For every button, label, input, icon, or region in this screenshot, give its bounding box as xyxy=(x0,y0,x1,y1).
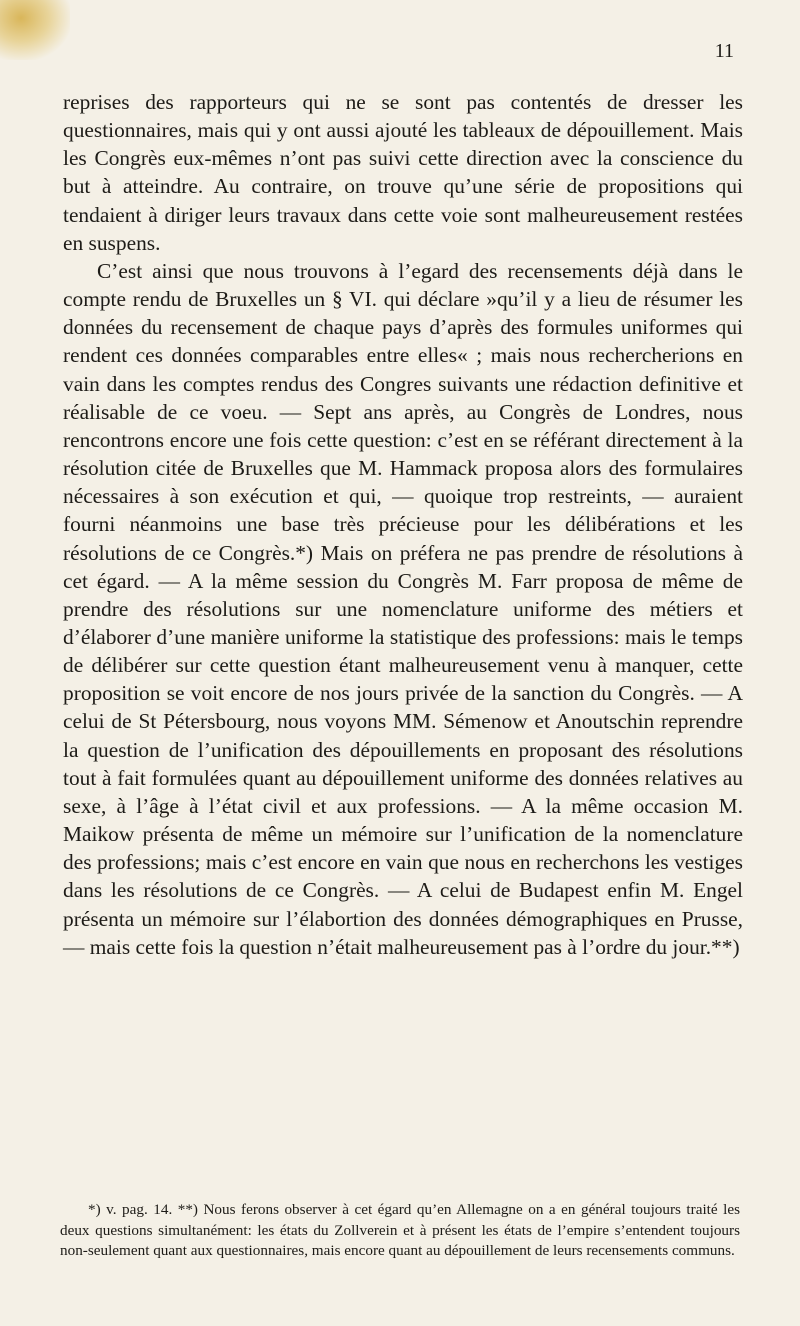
paragraph-2: C’est ainsi que nous trouvons à l’egard des recensements déjà dans le compte rendu de Bruxelles un § VI. qui déclare »qu’il y a lieu de résumer les données du recensement de chaque pays d’après des formules uniformes qui rendent ces données comparables entre elles« ; mais nous rechercherions en vain dans les comptes rendus des Congres suivants une rédaction definitive et réalisable de ce voeu. — Sept ans après, au Congrès de Londres, nous rencontrons encore une fois cette question: c’est en se référant directement à la résolution citée de Bruxelles que M. Hammack proposa alors des formulaires nécessaires à son exécution et qui, — quoique trop restreints, — auraient fourni néanmoins une base très précieuse pour les délibérations et les résolutions de ce Congrès.*) Mais on préfera ne pas prendre de résolutions à cet égard. — A la même session du Congrès M. Farr proposa de même de prendre des résolutions sur une nomenclature uniforme des métiers et d’élaborer d’une manière uniforme la statistique des professions: mais le temps de délibérer sur cette question étant malheureusement venu à manquer, cette proposition se voit encore de nos jours privée de la sanction du Congrès. — A celui de St Pétersbourg, nous voyons MM. Sémenow et Anoutschin reprendre la question de l’unification des dépouillements en proposant des résolutions tout à fait formulées quant au dépouillement uniforme des données relatives au sexe, à l’âge à l’état civil et aux professions. — A la même occasion M. Maikow présenta de même un mémoire sur l’unification de la nomenclature des professions; mais c’est encore en vain que nous en recherchons les vestiges dans les résolutions de ce Congrès. — A celui de Budapest enfin M. Engel présenta un mémoire sur l’élabortion des données démographiques en Prusse, — mais cette fois la question n’était malheureusement pas à l’ordre du jour.**) xyxy=(63,258,743,959)
paper-stain xyxy=(0,0,70,60)
footnote-text: *) v. pag. 14. **) Nous ferons observer à cet égard qu’en Allemagne on a en général toujours traité les deux questions simultanément: les états du Zollverein et à présent les états de l’empire s’entendent toujours non-seulement quant aux questionnaires, mais encore quant au dépouillement de leurs recensements communs. xyxy=(60,1201,740,1259)
paragraph-1: reprises des rapporteurs qui ne se sont pas contentés de dresser les questionnaires, mais qui y ont aussi ajouté les tableaux de dépouillement. Mais les Congrès eux-mêmes n’ont pas suivi cette direction avec la conscience du but à atteindre. Au contraire, on trouve qu’une série de propositions qui tendaient à diriger leurs travaux dans cette voie sont malheureusement restées en suspens. xyxy=(63,90,743,255)
footnotes xyxy=(60,1200,740,1262)
body-text xyxy=(63,88,743,961)
page-number: 11 xyxy=(714,40,734,62)
